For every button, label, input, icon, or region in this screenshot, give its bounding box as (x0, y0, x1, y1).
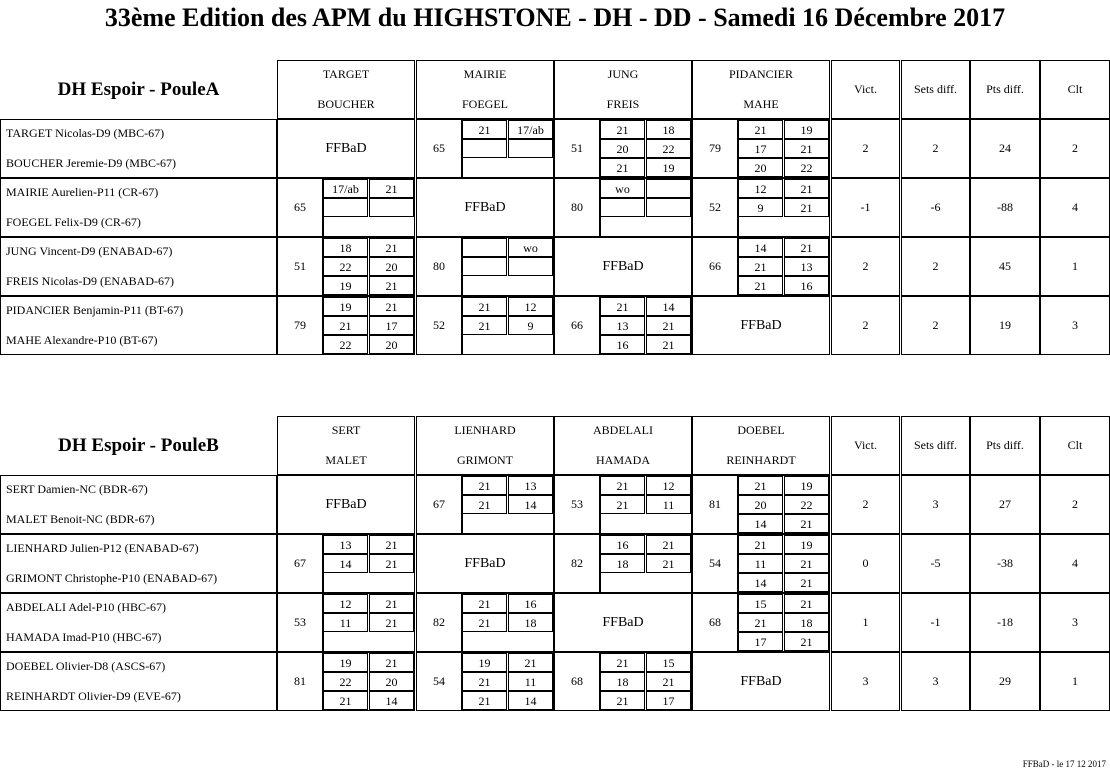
set-score: 13 (323, 535, 368, 554)
set-score: 12 (323, 594, 368, 613)
player-1-name: PIDANCIER Benjamin-P11 (BT-67) (6, 303, 184, 317)
set-score: 17/ab (508, 120, 553, 139)
set-score: 17 (369, 316, 414, 335)
ranking-header: Clt (1040, 60, 1110, 119)
team-stat-vict: 2 (831, 296, 900, 355)
header-player-2: BOUCHER (317, 97, 375, 111)
set-score: 19 (462, 653, 507, 672)
set-score: 19 (323, 653, 368, 672)
self-match-cell: FFBaD (416, 534, 554, 593)
set-score: 18 (646, 120, 691, 139)
set-score: 21 (646, 672, 691, 691)
set-score (323, 198, 368, 217)
sets-diff-header: Sets diff. (901, 60, 970, 119)
set-score: wo (600, 179, 645, 198)
set-score: 16 (600, 335, 645, 354)
set-score: 21 (600, 495, 645, 514)
header-player-1: DOEBEL (737, 423, 785, 437)
set-score: 21 (508, 653, 553, 672)
poule-name: DH Espoir - PouleA (57, 78, 220, 100)
match-number: 81 (277, 652, 323, 711)
set-score: 17 (738, 632, 783, 651)
set-score: 14 (738, 573, 783, 592)
set-score: 21 (738, 535, 783, 554)
set-score: 21 (784, 554, 829, 573)
team-row-players (0, 178, 277, 237)
set-score: 19 (323, 297, 368, 316)
set-score: 21 (369, 535, 414, 554)
set-score: 11 (508, 672, 553, 691)
set-score: 21 (462, 594, 507, 613)
set-score: 12 (646, 476, 691, 495)
set-score: 21 (323, 316, 368, 335)
match-number: 53 (554, 475, 600, 534)
set-score: 21 (738, 613, 783, 632)
set-score: 21 (462, 495, 507, 514)
player-2-name: HAMADA Imad-P10 (HBC-67) (6, 630, 162, 644)
set-score: 21 (600, 653, 645, 672)
header-player-2: GRIMONT (457, 453, 513, 467)
match-number: 53 (277, 593, 323, 652)
match-number: 52 (692, 178, 738, 237)
set-score: 21 (646, 335, 691, 354)
match-number: 67 (416, 475, 462, 534)
player-2-name: MAHE Alexandre-P10 (BT-67) (6, 333, 158, 347)
set-score: 14 (508, 495, 553, 514)
set-score: 21 (462, 476, 507, 495)
header-player-2: REINHARDT (726, 453, 796, 467)
team-stat-sets: 2 (901, 296, 970, 355)
set-score: 13 (508, 476, 553, 495)
team-row-players (0, 534, 277, 593)
self-match-cell: FFBaD (277, 475, 415, 534)
team-row-players (0, 652, 277, 711)
self-match-cell: FFBaD (692, 296, 830, 355)
team-column-header (692, 60, 830, 119)
set-score: 15 (646, 653, 691, 672)
set-score: 22 (323, 257, 368, 276)
set-score: 21 (323, 691, 368, 710)
set-score: 21 (369, 179, 414, 198)
team-column-header (416, 416, 554, 475)
set-score: 21 (738, 120, 783, 139)
header-player-1: SERT (331, 423, 361, 437)
set-score (462, 139, 507, 158)
set-score: 21 (369, 613, 414, 632)
set-score: 14 (323, 554, 368, 573)
set-score: 21 (462, 297, 507, 316)
set-score (462, 257, 507, 276)
set-score: 9 (508, 316, 553, 335)
set-score: 17/ab (323, 179, 368, 198)
set-score: 11 (646, 495, 691, 514)
match-number: 68 (554, 652, 600, 711)
match-number: 54 (692, 534, 738, 593)
team-stat-pts: 19 (970, 296, 1040, 355)
self-match-cell: FFBaD (416, 178, 554, 237)
match-number: 66 (554, 296, 600, 355)
set-score: 21 (784, 594, 829, 613)
match-number: 65 (277, 178, 323, 237)
team-stat-clt: 4 (1040, 178, 1110, 237)
team-stat-pts: 29 (970, 652, 1040, 711)
team-stat-pts: 24 (970, 119, 1040, 178)
team-column-header (554, 60, 692, 119)
set-score: 21 (646, 554, 691, 573)
set-score: 21 (600, 158, 645, 177)
set-score: 21 (784, 179, 829, 198)
match-number: 82 (554, 534, 600, 593)
set-score: 21 (600, 120, 645, 139)
victories-header: Vict. (831, 60, 900, 119)
team-stat-pts: 45 (970, 237, 1040, 296)
team-stat-vict: -1 (831, 178, 900, 237)
player-2-name: GRIMONT Christophe-P10 (ENABAD-67) (6, 571, 218, 585)
poule-a (0, 60, 1110, 356)
self-match-cell: FFBaD (554, 593, 692, 652)
set-score: 22 (646, 139, 691, 158)
team-row-players (0, 119, 277, 178)
header-player-1: JUNG (607, 67, 639, 81)
set-score: 12 (738, 179, 783, 198)
team-stat-sets: 2 (901, 119, 970, 178)
set-score: 11 (323, 613, 368, 632)
set-score: 16 (600, 535, 645, 554)
header-player-1: MAIRIE (463, 67, 507, 81)
set-score: 22 (323, 672, 368, 691)
team-stat-sets: -1 (901, 593, 970, 652)
set-score: 21 (600, 476, 645, 495)
player-2-name: MALET Benoit-NC (BDR-67) (6, 512, 155, 526)
team-stat-clt: 1 (1040, 237, 1110, 296)
set-score: 20 (600, 139, 645, 158)
set-score: 21 (784, 514, 829, 533)
match-number: 67 (277, 534, 323, 593)
player-1-name: SERT Damien-NC (BDR-67) (6, 482, 148, 496)
team-stat-vict: 0 (831, 534, 900, 593)
set-score: 18 (784, 613, 829, 632)
set-score: 20 (369, 257, 414, 276)
player-1-name: JUNG Vincent-D9 (ENABAD-67) (6, 244, 173, 258)
set-score: 18 (600, 672, 645, 691)
self-match-cell: FFBaD (692, 652, 830, 711)
team-stat-sets: -5 (901, 534, 970, 593)
match-number: 82 (416, 593, 462, 652)
victories-header: Vict. (831, 416, 900, 475)
set-score: 20 (738, 158, 783, 177)
team-column-header (554, 416, 692, 475)
set-score: 16 (784, 276, 829, 295)
set-score: 21 (646, 316, 691, 335)
team-stat-sets: 3 (901, 475, 970, 534)
set-score: 21 (369, 554, 414, 573)
match-number: 52 (416, 296, 462, 355)
set-score (462, 238, 507, 257)
set-score: 18 (508, 613, 553, 632)
team-stat-clt: 2 (1040, 475, 1110, 534)
team-stat-sets: 3 (901, 652, 970, 711)
team-stat-vict: 3 (831, 652, 900, 711)
set-score: 21 (784, 238, 829, 257)
team-stat-clt: 3 (1040, 593, 1110, 652)
set-score: 21 (646, 535, 691, 554)
footer-credit: FFBaD - le 17 12 2017 (1022, 759, 1106, 769)
header-player-2: MALET (325, 453, 367, 467)
player-2-name: FREIS Nicolas-D9 (ENABAD-67) (6, 274, 174, 288)
team-row-players (0, 593, 277, 652)
set-score: 21 (738, 276, 783, 295)
set-score: wo (508, 238, 553, 257)
team-stat-clt: 4 (1040, 534, 1110, 593)
set-score (600, 198, 645, 217)
points-diff-header: Pts diff. (970, 60, 1040, 119)
player-2-name: BOUCHER Jeremie-D9 (MBC-67) (6, 156, 176, 170)
team-stat-pts: 27 (970, 475, 1040, 534)
set-score: 22 (784, 158, 829, 177)
team-column-header (692, 416, 830, 475)
player-1-name: MAIRIE Aurelien-P11 (CR-67) (6, 185, 159, 199)
match-number: 79 (277, 296, 323, 355)
set-score (646, 179, 691, 198)
header-player-2: FOEGEL (462, 97, 508, 111)
poule-name: DH Espoir - PouleB (58, 434, 219, 456)
set-score: 14 (508, 691, 553, 710)
match-number: 51 (277, 237, 323, 296)
set-score: 20 (369, 335, 414, 354)
set-score: 19 (784, 120, 829, 139)
self-match-cell: FFBaD (554, 237, 692, 296)
page-title: 33ème Edition des APM du HIGHSTONE - DH - DD - Samedi 16 Décembre 2017 (104, 3, 1006, 32)
team-stat-sets: 2 (901, 237, 970, 296)
set-score: 20 (738, 495, 783, 514)
team-stat-sets: -6 (901, 178, 970, 237)
match-number: 54 (416, 652, 462, 711)
header-player-1: LIENHARD (454, 423, 516, 437)
set-score: 14 (646, 297, 691, 316)
set-score: 19 (646, 158, 691, 177)
set-score: 21 (369, 594, 414, 613)
set-score: 17 (646, 691, 691, 710)
match-number: 65 (416, 119, 462, 178)
set-score: 21 (462, 691, 507, 710)
set-score: 18 (323, 238, 368, 257)
set-score (508, 257, 553, 276)
set-score: 14 (738, 238, 783, 257)
set-score: 14 (369, 691, 414, 710)
set-score: 21 (369, 653, 414, 672)
team-stat-clt: 2 (1040, 119, 1110, 178)
set-score (508, 139, 553, 158)
player-1-name: LIENHARD Julien-P12 (ENABAD-67) (6, 541, 199, 555)
match-number: 51 (554, 119, 600, 178)
self-match-cell: FFBaD (277, 119, 415, 178)
team-stat-vict: 1 (831, 593, 900, 652)
header-player-1: PIDANCIER (728, 67, 793, 81)
player-2-name: FOEGEL Felix-D9 (CR-67) (6, 215, 141, 229)
match-number: 80 (554, 178, 600, 237)
header-player-1: TARGET (322, 67, 370, 81)
set-score: 22 (323, 335, 368, 354)
set-score: 16 (508, 594, 553, 613)
set-score: 13 (784, 257, 829, 276)
set-score: 21 (784, 632, 829, 651)
team-stat-pts: -38 (970, 534, 1040, 593)
set-score: 19 (784, 476, 829, 495)
team-stat-pts: -88 (970, 178, 1040, 237)
poule-b (0, 416, 1110, 712)
set-score: 21 (738, 476, 783, 495)
team-stat-vict: 2 (831, 237, 900, 296)
match-number: 81 (692, 475, 738, 534)
team-stat-clt: 1 (1040, 652, 1110, 711)
team-stat-pts: -18 (970, 593, 1040, 652)
header-player-1: ABDELALI (593, 423, 653, 437)
set-score: 21 (462, 316, 507, 335)
points-diff-header: Pts diff. (970, 416, 1040, 475)
set-score: 19 (323, 276, 368, 295)
set-score: 19 (784, 535, 829, 554)
set-score: 21 (369, 276, 414, 295)
set-score: 18 (600, 554, 645, 573)
header-player-2: MAHE (743, 97, 779, 111)
set-score: 21 (784, 139, 829, 158)
header-player-2: FREIS (606, 97, 640, 111)
team-column-header (277, 416, 415, 475)
team-stat-clt: 3 (1040, 296, 1110, 355)
set-score: 13 (600, 316, 645, 335)
player-2-name: REINHARDT Olivier-D9 (EVE-67) (6, 689, 181, 703)
set-score: 15 (738, 594, 783, 613)
set-score: 21 (462, 120, 507, 139)
team-row-players (0, 237, 277, 296)
set-score: 22 (784, 495, 829, 514)
set-score: 21 (738, 257, 783, 276)
set-score: 21 (784, 198, 829, 217)
set-score: 12 (508, 297, 553, 316)
team-stat-vict: 2 (831, 475, 900, 534)
match-number: 80 (416, 237, 462, 296)
team-column-header (416, 60, 554, 119)
team-row-players (0, 475, 277, 534)
set-score: 21 (369, 238, 414, 257)
player-1-name: TARGET Nicolas-D9 (MBC-67) (6, 126, 165, 140)
set-score: 11 (738, 554, 783, 573)
player-1-name: ABDELALI Adel-P10 (HBC-67) (6, 600, 166, 614)
set-score (369, 198, 414, 217)
set-score: 21 (784, 573, 829, 592)
match-number: 68 (692, 593, 738, 652)
set-score: 21 (600, 297, 645, 316)
player-1-name: DOEBEL Olivier-D8 (ASCS-67) (6, 659, 166, 673)
team-column-header (277, 60, 415, 119)
set-score: 21 (462, 613, 507, 632)
set-score: 21 (462, 672, 507, 691)
set-score: 9 (738, 198, 783, 217)
set-score: 17 (738, 139, 783, 158)
sets-diff-header: Sets diff. (901, 416, 970, 475)
set-score: 21 (369, 297, 414, 316)
set-score (646, 198, 691, 217)
match-number: 79 (692, 119, 738, 178)
set-score: 14 (738, 514, 783, 533)
team-row-players (0, 296, 277, 355)
set-score: 21 (600, 691, 645, 710)
set-score: 20 (369, 672, 414, 691)
team-stat-vict: 2 (831, 119, 900, 178)
ranking-header: Clt (1040, 416, 1110, 475)
header-player-2: HAMADA (596, 453, 650, 467)
match-number: 66 (692, 237, 738, 296)
